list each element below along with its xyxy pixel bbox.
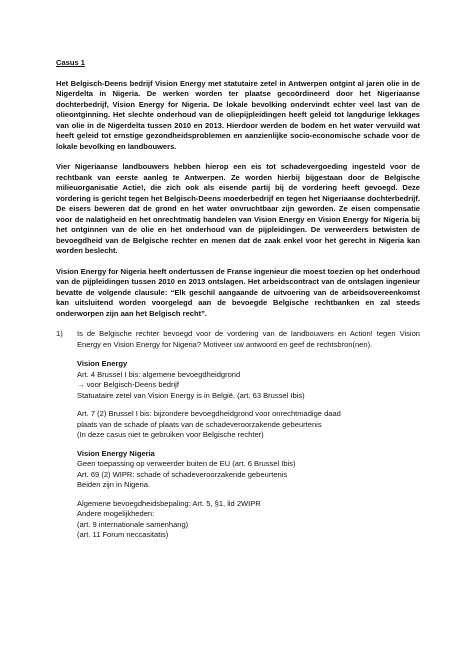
answer-block — [77, 359, 420, 401]
case-title: Casus 1 — [56, 58, 85, 67]
answer-block — [77, 409, 420, 441]
answer-block — [77, 499, 420, 541]
answer-line: Statuataire zetel van Vision Energy is in België. (art. 63 Brussel Ibis) — [77, 390, 305, 400]
question-number: 1) — [56, 329, 63, 338]
answer-heading: Vision Energy — [77, 359, 128, 368]
answer-section — [77, 359, 420, 541]
answer-line: Andere mogelijkheden: — [77, 509, 155, 518]
document-content — [56, 58, 420, 549]
case-paragraph: Vier Nigeriaanse landbouwers hebben hierop een eis tot schadevergoeding ingesteld voor de rechtbank van eerste aanleg te Antwerpen. Ze worden hierbij bijgestaan door de Belgische milieuorganisatie Actie!, die zich ook als eisende partij bij de vordering heeft gevoegd. Deze vordering is gericht tegen het Belgisch-Deens moederbedrijf en tegen het Nigeriaanse dochterbedrijf. De eisers beweren dat de grond en het water onvruchtbaar zijn geworden. Ze eisen compensatie voor de nalatigheid en het onrechtmatig handelen van Vision Energy en Vision Energy for Nigeria bij het ontginnen van de olie en het onderhoud van de pijpleidingen. De verweerders betwisten de bevoegdheid van de Belgische rechter en menen dat de zaak enkel voor het gerecht in Nigeria kan worden beslecht. — [56, 162, 420, 255]
answer-heading: Vision Energy Nigeria — [77, 448, 155, 458]
answer-line: Beiden zijn in Nigeria. — [77, 480, 150, 489]
answer-line: Art. 7 (2) Brussel I bis: bijzondere bevoegdheidgrond voor onrechtmadige daad — [77, 409, 341, 418]
case-paragraph: Vision Energy for Nigeria heeft ondertussen de Franse ingenieur die moest toezien op het onderhoud van de pijpleidingen tussen 2010 en 2013 ontslagen. Het arbeidscontract van de ontslagen ingenieur bevatte de volgende clausule: “Elk geschil aangaande de uitvoering van de arbeidsovereenkomst kan uitsluitend worden voorgelegd aan de bevoegde Belgische rechtbanken en zal steeds onderworpen zijn aan het Belgisch recht”. — [56, 266, 420, 318]
case-paragraph: Het Belgisch-Deens bedrijf Vision Energy met statutaire zetel in Antwerpen ontgint al jaren olie in de Nigerdelta in Nigeria. De werken worden ter plaatse gecoördineerd door het Nigeriaanse dochterbedrijf, Vision Energy for Nigeria. De lokale bevolking ondervindt echter veel last van de olieontginning. Het slechte onderhoud van de oliepijpleidingen heeft geleid tot langdurige lekkages van olie in de Nigerdelta tussen 2010 en 2013. Hierdoor werden de bodem en het water vervuild wat heeft geleid tot ernstige gezondheidsproblemen en aanzienlijke socio-economische schade voor de lokale bevolking en landbouwers. — [56, 78, 420, 151]
answer-line: Art. 4 Brussel I bis: algemene bevoegdheidgrond — [77, 369, 241, 379]
question-text: Is de Belgische rechter bevoegd voor de vordering van de landbouwers en Action! tegen Vision Energy en Vision Energy for Nigeria? Motiveer uw antwoord en geef de rechtsbron(nen). — [77, 329, 420, 349]
answer-line: → voor Belgisch-Deens bedrijf — [77, 380, 179, 389]
answer-line: (In deze casus niet te gebruiken voor Belgische rechter) — [77, 430, 264, 439]
answer-line: (art. 11 Forum neccasitatis) — [77, 530, 169, 539]
answer-line: (art. 9 internationale samenhang) — [77, 519, 189, 529]
answer-line: Geen toepassing op verweerder buiten de EU (art. 6 Brussel Ibis) — [77, 459, 296, 468]
answer-line: Algemene bevoegdheidsbepaling: Art. 5, §1, lid 2WIPR — [77, 498, 261, 508]
answer-block — [77, 449, 420, 491]
question-item — [56, 329, 420, 350]
answer-line: plaats van de schade of plaats van de schadeveroorzakende gebeurtenis — [77, 419, 322, 429]
answer-line: Art. 69 (2) WIPR: schade of schadeveroorzakende gebeurtenis — [77, 469, 288, 479]
